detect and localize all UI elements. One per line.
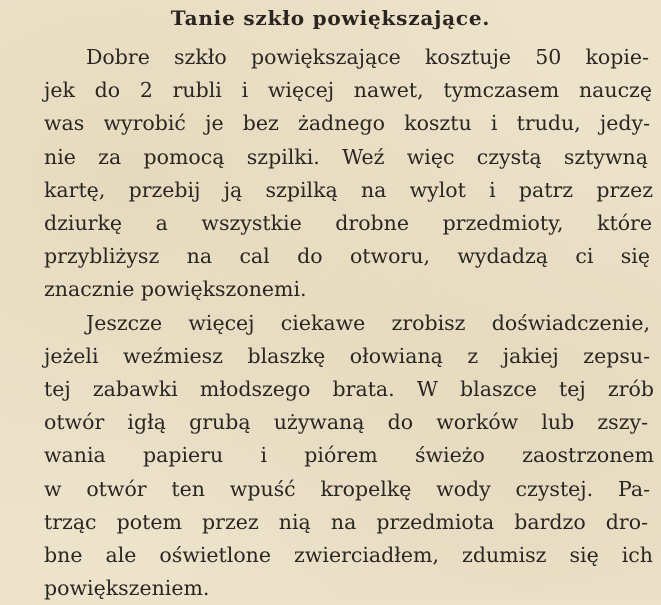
text-line: dziurkę a wszystkie drobne przedmioty, które <box>44 211 652 235</box>
text-line: nie za pomocą szpilki. Weź więc czystą sztywną <box>44 144 648 169</box>
article-title: Tanie szkło powiększające. <box>170 6 491 30</box>
text-line: powiększeniem. <box>44 576 210 601</box>
text-line: Jeszcze więcej ciekawe zrobisz doświadczenie, <box>86 310 650 335</box>
text-line: przybliżysz na cal do otworu, wydadzą ci się <box>44 244 650 269</box>
text-line: znacznie powiększonemi. <box>44 277 307 302</box>
text-line: jeżeli weźmiesz blaszkę ołowianą z jakiej zepsu- <box>44 343 650 368</box>
text-line: jek do 2 rubli i więcej nawet, tymczasem nauczę <box>44 78 652 103</box>
text-line: otwór igłą grubą używaną do worków lub zszy- <box>44 410 648 435</box>
text-line: trząc potem przez nią na przedmiota bardzo dro- <box>44 509 648 534</box>
text-line: kartę, przebij ją szpilką na wylot i patrz przez <box>44 177 653 202</box>
text-line: w otwór ten wpuść kropelkę wody czystej. Pa- <box>44 476 650 501</box>
text-line: wania papieru i piórem świeżo zaostrzonem <box>44 443 654 468</box>
text-line: tej zabawki młodszego brata. W blaszce tej zrób <box>44 377 654 401</box>
text-line: bne ale oświetlone zwierciadłem, zdumisz się ich <box>44 543 653 567</box>
text-line: was wyrobić je bez żadnego kosztu i trudu, jedy- <box>44 111 650 136</box>
text-line: Dobre szkło powiększające kosztuje 50 kopie- <box>86 45 649 69</box>
